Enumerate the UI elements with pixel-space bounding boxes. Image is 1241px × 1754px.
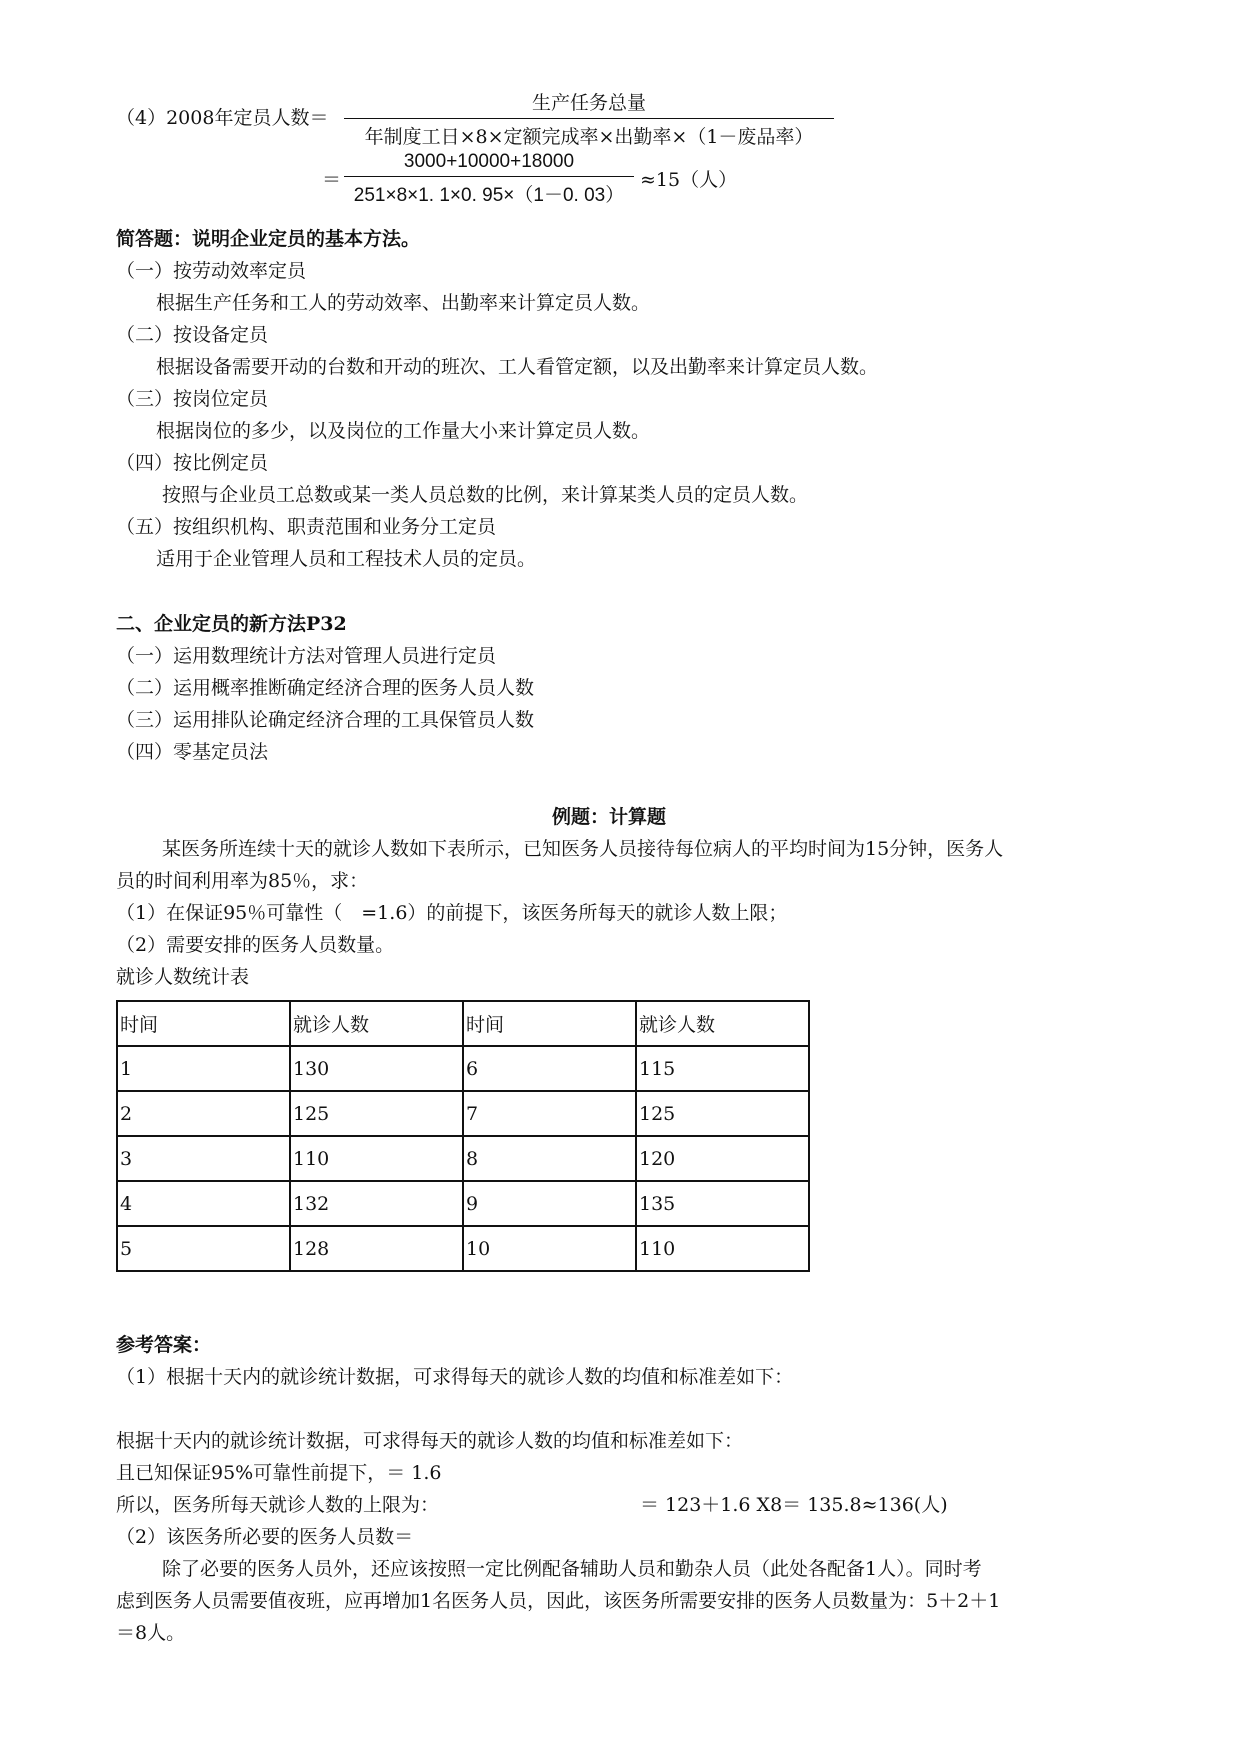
table-row: [117, 1046, 809, 1091]
table-cell: 1: [117, 1046, 290, 1091]
table-cell: 110: [290, 1136, 463, 1181]
formula-numerator-2: 3000+10000+18000: [403, 151, 575, 172]
answer-title: 参考答案：: [116, 1334, 212, 1356]
table-cell: 110: [636, 1226, 809, 1271]
table-cell: 120: [636, 1136, 809, 1181]
answer-line: （1）根据十天内的就诊统计数据，可求得每天的就诊人数的均值和标准差如下：: [116, 1366, 794, 1388]
answer-upper-limit: ＝ 123＋1.6 X8＝ 135.8≈136(人): [640, 1494, 948, 1516]
table-cell: 8: [463, 1136, 636, 1181]
formula-fraction: [344, 88, 834, 149]
qa-item-head: （一）按劳动效率定员: [116, 260, 307, 282]
answer-line: 根据十天内的就诊统计数据，可求得每天的就诊人数的均值和标准差如下：: [116, 1430, 744, 1452]
formula-eq-sign: ＝: [322, 169, 342, 191]
fraction-bar-2: [344, 176, 634, 177]
table-cell: 115: [636, 1046, 809, 1091]
table-caption: 就诊人数统计表: [116, 966, 250, 988]
answer-line: 且已知保证95%可靠性前提下，＝ 1.6: [116, 1462, 442, 1484]
table-cell: 128: [290, 1226, 463, 1271]
table-cell: 6: [463, 1046, 636, 1091]
table-cell: 125: [636, 1091, 809, 1136]
table-cell: 3: [117, 1136, 290, 1181]
table-cell: 4: [117, 1181, 290, 1226]
table-cell: 9: [463, 1181, 636, 1226]
formula-result: ≈15（人）: [640, 169, 738, 191]
formula-denominator-2: 251×8×1. 1×0. 95×（1－0. 03）: [353, 185, 625, 206]
table-cell: 10: [463, 1226, 636, 1271]
qa-title: 简答题：说明企业定员的基本方法。: [116, 228, 421, 250]
qa-item-head: （五）按组织机构、职责范围和业务分工定员: [116, 516, 497, 538]
table-row: [117, 1226, 809, 1271]
answer-paragraph-line: 虑到医务人员需要值夜班，应再增加1名医务人员，因此，该医务所需要安排的医务人员数量为：5＋2＋1: [116, 1590, 1001, 1612]
table-cell: 7: [463, 1091, 636, 1136]
qa-item-body: 根据设备需要开动的台数和开动的班次、工人看管定额，以及出勤率来计算定员人数。: [156, 356, 879, 378]
new-method-item: （四）零基定员法: [116, 741, 269, 763]
new-methods-title: 二、企业定员的新方法P32: [116, 613, 347, 635]
answer-paragraph-line: ＝8人。: [116, 1622, 186, 1644]
table-cell: 130: [290, 1046, 463, 1091]
table-cell: 132: [290, 1181, 463, 1226]
example-paragraph-line: 员的时间利用率为85％，求：: [116, 870, 369, 892]
example-question-1: （1）在保证95％可靠性（ =1.6）的前提下，该医务所每天的就诊人数上限；: [116, 902, 788, 924]
example-title: 例题：计算题: [552, 806, 667, 828]
table-row: [117, 1091, 809, 1136]
new-method-item: （一）运用数理统计方法对管理人员进行定员: [116, 645, 497, 667]
table-header-cell: 时间: [117, 1001, 290, 1046]
table-cell: 125: [290, 1091, 463, 1136]
table-cell: 135: [636, 1181, 809, 1226]
table-header-cell: 就诊人数: [636, 1001, 809, 1046]
table-cell: 5: [117, 1226, 290, 1271]
formula-denominator: 年制度工日×8×定额完成率×出勤率×（1－废品率）: [364, 126, 814, 148]
table-header-cell: 就诊人数: [290, 1001, 463, 1046]
qa-item-body: 按照与企业员工总数或某一类人员总数的比例，来计算某类人员的定员人数。: [162, 484, 809, 506]
example-question-2: （2）需要安排的医务人员数量。: [116, 934, 395, 956]
new-method-item: （二）运用概率推断确定经济合理的医务人员人数: [116, 677, 535, 699]
qa-item-body: 根据岗位的多少，以及岗位的工作量大小来计算定员人数。: [156, 420, 651, 442]
fraction-bar: [344, 118, 834, 119]
table-header-cell: 时间: [463, 1001, 636, 1046]
answer-line: （2）该医务所必要的医务人员数＝: [116, 1526, 414, 1548]
table-header-row: [117, 1001, 809, 1046]
table-row: [117, 1181, 809, 1226]
new-method-item: （三）运用排队论确定经济合理的工具保管员人数: [116, 709, 535, 731]
formula-label: （4）2008年定员人数＝: [116, 107, 329, 129]
qa-item-head: （三）按岗位定员: [116, 388, 269, 410]
qa-item-head: （四）按比例定员: [116, 452, 269, 474]
qa-item-body: 根据生产任务和工人的劳动效率、出勤率来计算定员人数。: [156, 292, 651, 314]
visit-stats-table: [116, 1000, 810, 1272]
table-cell: 2: [117, 1091, 290, 1136]
qa-item-head: （二）按设备定员: [116, 324, 269, 346]
answer-paragraph-line: 除了必要的医务人员外，还应该按照一定比例配备辅助人员和勤杂人员（此处各配备1人）。同时考: [162, 1558, 982, 1580]
formula-numerator: 生产任务总量: [531, 92, 646, 114]
answer-line: 所以，医务所每天就诊人数的上限为：: [116, 1494, 440, 1516]
qa-item-body: 适用于企业管理人员和工程技术人员的定员。: [156, 548, 537, 570]
formula-fraction-2: [344, 151, 634, 207]
example-paragraph-line: 某医务所连续十天的就诊人数如下表所示，已知医务人员接待每位病人的平均时间为15分钟，医务人: [162, 838, 1004, 860]
table-row: [117, 1136, 809, 1181]
